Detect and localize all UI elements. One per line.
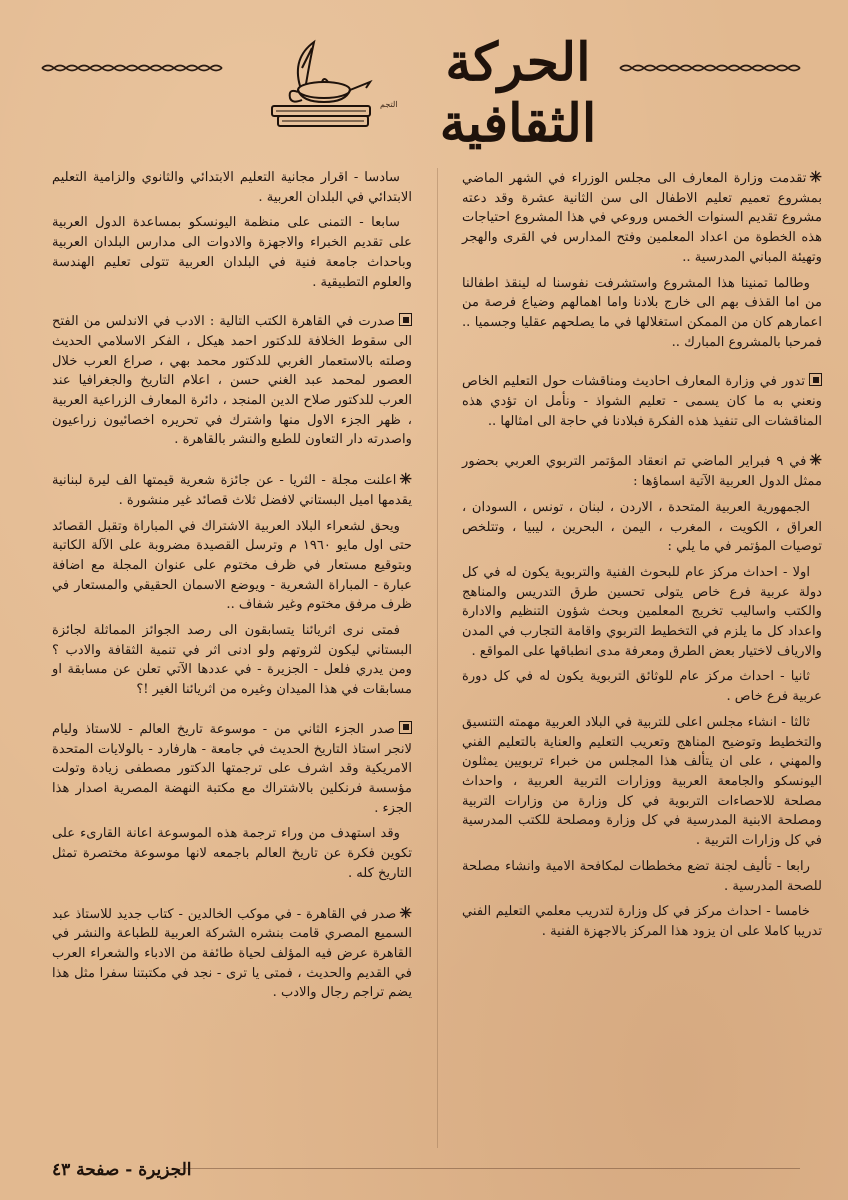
news-item bbox=[52, 470, 412, 510]
section-gap bbox=[52, 298, 412, 312]
paragraph-text: سابعا - التمنى على منظمة اليونسكو بمساعدة الدول العربية على تقديم الخبراء والاجهزة والادوات الى مدارس البلدان العربية وباحداث جامعة فنية في البلدان العربية تتولى تعليم الهندسة والعلوم التطبيقية . bbox=[52, 215, 412, 290]
paragraph-text: ويحق لشعراء البلاد العربية الاشتراك في المباراة وتقبل القصائد حتى اول مايو ١٩٦٠ م وترسل القصيدة مضروبة على الآلة الكاتبة وبتوقيع مستعار في ظرف مختوم على عنوان المجلة مع اضافة عبارة - المباراة الشعرية - ويوضع الاسمان الحقيقي والمستعار في ظرف مرفق مختوم وغير شفاف .. bbox=[52, 518, 412, 613]
news-item bbox=[52, 720, 412, 819]
paragraph bbox=[462, 857, 822, 896]
right-column bbox=[462, 168, 822, 948]
page-footer: الجزيرة - صفحة ٤٣ bbox=[52, 1160, 192, 1180]
paragraph bbox=[52, 213, 412, 292]
paragraph-text: سادسا - اقرار مجانية التعليم الابتدائي والثانوي والزامية التعليم الابتدائي في البلدان العربية . bbox=[52, 170, 412, 205]
section-gap bbox=[462, 358, 822, 372]
paragraph bbox=[462, 563, 822, 662]
paragraph-text: اولا - احداث مركز عام للبحوث الفنية والتربوية يكون له في كل دولة عربية فرع خاص يتولى تحسين طرق التدريس والمناهج والكتب واساليب تخريج المعلمين وبحث شؤون التنظيم والادارة واعداد كل ما يلزم في التخطيط التربوي واقامة التجارب في المدن والارياف لاختيار بعض الطرق ومعرفة مدى انطباقها على المواقع . bbox=[462, 564, 822, 659]
section-gap bbox=[462, 437, 822, 451]
paragraph-text: ثالثا - انشاء مجلس اعلى للتربية في البلاد العربية مهمته التنسيق والتخطيط وتوضيح المناهج وتعريب التعليم والعناية بالتعليم الفني والمهني ، على ان يتألف هذا المجلس من خبراء تربويين يمثلون اليونسكو والجامعة العربية ووزارات التربية العربية ، واحداث مصلحة للاحصاءات التربوية في كل وزارة من وزارات التربية ومصلحة الابنية المدرسية في كل وزارة ومصلحة للكتب المدرسية في كل وزارات التربية . bbox=[462, 714, 822, 849]
square-bullet-icon bbox=[399, 313, 412, 326]
oil-lamp-books-icon bbox=[262, 38, 382, 133]
paragraph bbox=[462, 498, 822, 557]
paragraph-text: اعلنت مجلة - الثريا - عن جائزة شعرية قيمتها الف ليرة لبنانية يقدمها اميل البستاني لافضل ثلاث قصائد غير منشورة . bbox=[52, 473, 412, 508]
asterisk-bullet-icon: ✳ bbox=[399, 470, 412, 489]
paragraph-text: صدرت في القاهرة الكتب التالية : الادب في الاندلس من الفتح الى سقوط الخلافة للدكتور احمد هيكل ، الفكر الاسلامي الحديث وصلته بالاستعمار الغربي للدكتور محمد بهي ، صراع العرب خلال العصور لمحمد عبد الغني حسن ، اعلام التاريخ والجغرافيا عند العرب للدكتور صلاح الدين المنجد ، دائرة المعارف الزراعية العربية ، ظهر الجزء الاول منها واشترك في تحريره اخصائيون زراعيون واصدرته دار التعاون للطبع والنشر بالقاهرة . bbox=[52, 314, 412, 448]
paragraph-text: صدر الجزء الثاني من - موسوعة تاريخ العالم - للاستاذ وليام لانجر استاذ التاريخ الحديث في جامعة - هارفارد - بالولايات المتحدة الامريكية وقد اشرف على ترجمتها الدكتور مصطفى زيادة وتولت مؤسسة فرنكلين بالاشتراك مع مكتبة النهضة المصرية اصدار هذا الجزء . bbox=[52, 721, 412, 816]
section-header bbox=[0, 18, 848, 154]
paragraph bbox=[52, 517, 412, 616]
square-bullet-icon bbox=[809, 373, 822, 386]
paragraph-text: صدر في القاهرة - في موكب الخالدين - كتاب جديد للاستاذ عبد السميع المصري قامت بنشره الشركة العربية للطباعة والنشر في القاهرة عرض فيه المؤلف لحياة طائفة من الادباء والشعراء العرب في القديم والحديث ، فمتى يا ترى - نجد في مكتبتنا سفرا مثل هذا يضم تراجم رجال والادب . bbox=[52, 906, 412, 1001]
paragraph bbox=[52, 621, 412, 700]
artist-signature: التجم bbox=[380, 100, 398, 109]
paragraph bbox=[462, 667, 822, 706]
news-item bbox=[462, 372, 822, 431]
column-divider bbox=[437, 168, 438, 1148]
paragraph-text: وقد استهدف من وراء ترجمة هذه الموسوعة اعانة القارىء على تكوين فكرة عن تاريخ العالم باجمعه لانها موسوعة مختصرة تمثل التاريخ كله . bbox=[52, 826, 412, 881]
asterisk-bullet-icon: ✳ bbox=[809, 168, 822, 186]
news-item bbox=[52, 904, 412, 1004]
left-column bbox=[52, 168, 412, 1009]
paragraph bbox=[462, 902, 822, 941]
section-gap bbox=[52, 456, 412, 470]
news-item bbox=[462, 168, 822, 268]
paragraph bbox=[52, 824, 412, 883]
section-gap bbox=[52, 890, 412, 904]
decorative-ornament-left bbox=[40, 62, 230, 74]
decorative-ornament-right bbox=[618, 62, 808, 74]
paragraph-text: خامسا - احداث مركز في كل وزارة لتدريب معلمي التعليم الفني تدريبا كاملا على ان يزود هذا المركز بالاجهزة الفنية . bbox=[462, 904, 822, 939]
paragraph-text: وطالما تمنينا هذا المشروع واستشرفت نفوسنا له لينقذ اطفالنا من اما القذف بهم الى خارج بلادنا واما اهمالهم وضياع فرصة من اعمارهم كان من الممكن استغلالها في ما يصلحهم عقليا وجسميا .. فمرحبا بالمشروع المبارك .. bbox=[462, 275, 822, 350]
paragraph-text: ثانيا - احداث مركز عام للوثائق التربوية يكون له في كل دورة عربية فرع خاص . bbox=[462, 669, 822, 705]
paragraph-text: الجمهورية العربية المتحدة ، الاردن ، لبنان ، تونس ، السودان ، العراق ، الكويت ، المغرب ، اليمن ، البحرين ، ليبيا ، وتتلخص توصيات المؤتمر في ما يلي : bbox=[462, 499, 822, 555]
paragraph-text: رابعا - تأليف لجنة تضع مخططات لمكافحة الامية وانشاء مصلحة للصحة المدرسية . bbox=[462, 858, 822, 894]
paragraph bbox=[52, 168, 412, 207]
paragraph-text: تقدمت وزارة المعارف الى مجلس الوزراء في الشهر الماضي بمشروع تعميم تعليم الاطفال الى سن الثانية عشرة وقد دعته مشروع تقديم السنوات الخمس وروعي في هذا المشروع احتياجات هذه الخطوة من اعداد المعلمين وفتح المدارس في القرى والهجر وتهيئة المباني المدرسية .. bbox=[462, 171, 822, 265]
asterisk-bullet-icon: ✳ bbox=[399, 903, 412, 922]
paragraph-text: فمتى نرى اثريائنا يتسابقون الى رصد الجوائز المماثلة لجائزة البستاني ليكون لثروتهم ولو ادنى اثر في تنمية الثقافة والادب ؟ ومن يدري فلعل - الجزيرة - في عددها الآتي تعلن عن مسابقة او مسابقات في هذا الميدان وغيره من اثريائنا الغير !؟ bbox=[52, 623, 412, 698]
page-title: الحركة الثقافية bbox=[439, 32, 597, 154]
square-bullet-icon bbox=[399, 721, 412, 734]
paragraph bbox=[462, 713, 822, 851]
paragraph-text: في ٩ فبراير الماضي تم انعقاد المؤتمر التربوي العربي بحضور ممثل الدول العربية الآتية اسماؤها : bbox=[462, 454, 822, 490]
news-item bbox=[462, 451, 822, 491]
section-gap bbox=[52, 706, 412, 720]
paragraph-text: تدور في وزارة المعارف احاديث ومناقشات حول التعليم الخاص ونعني به ما كان يسمى - تعليم الشواذ - ونأمل ان تؤدي هذه المناقشات الى تنفيذ هذه الفكرة فبلادنا في حاجة الى امثالها .. bbox=[462, 374, 822, 429]
paragraph bbox=[462, 274, 822, 353]
footer-rule bbox=[180, 1168, 800, 1169]
asterisk-bullet-icon: ✳ bbox=[809, 451, 822, 470]
news-item bbox=[52, 312, 412, 450]
